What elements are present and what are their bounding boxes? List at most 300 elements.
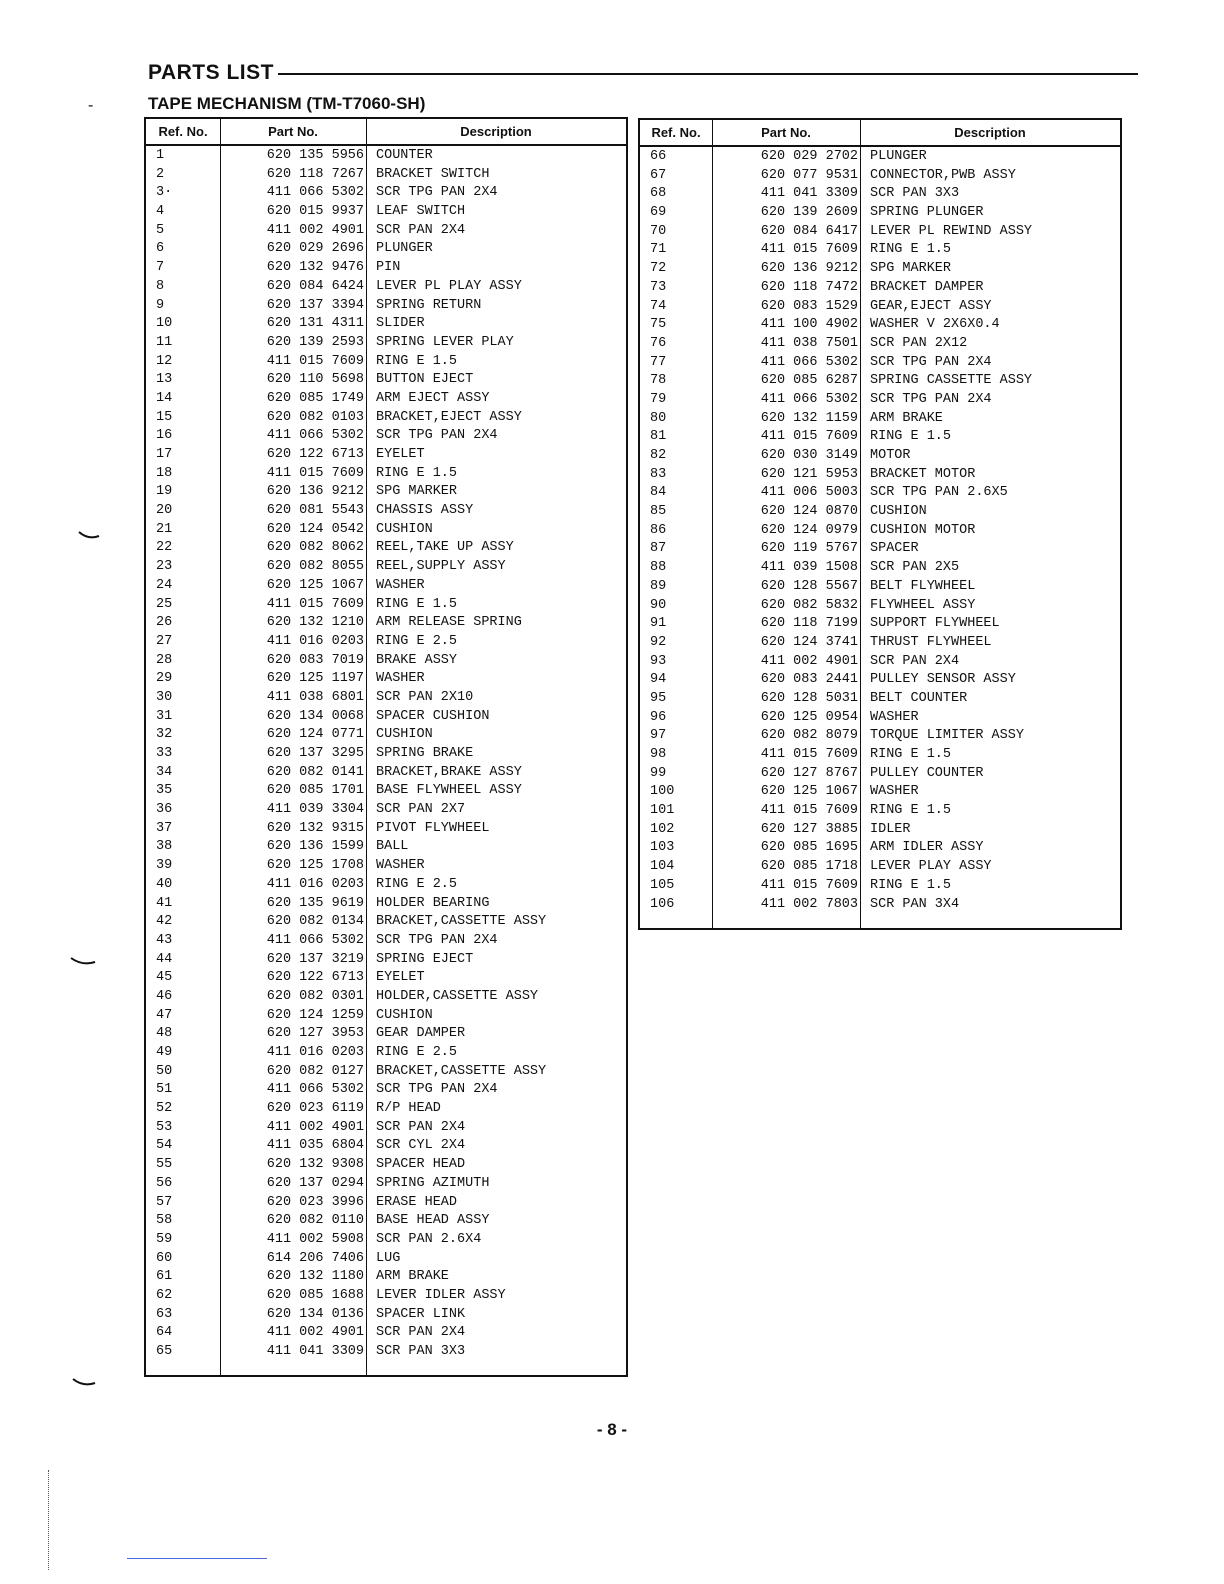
description-cell: GEAR DAMPER bbox=[376, 1026, 466, 1042]
ref-no-cell: 64 bbox=[156, 1325, 173, 1341]
ref-no-cell: 79 bbox=[650, 391, 667, 407]
description-cell: CHASSIS ASSY bbox=[376, 503, 474, 519]
description-cell: SPRING BRAKE bbox=[376, 746, 474, 761]
ref-no-cell: 87 bbox=[650, 541, 667, 557]
part-no-cell: 411 066 5302 bbox=[266, 1082, 364, 1098]
description-cell: BRACKET SWITCH bbox=[376, 166, 490, 182]
table-row bbox=[146, 1343, 626, 1362]
part-no-cell: 620 082 0127 bbox=[266, 1063, 364, 1079]
ref-no-cell: 106 bbox=[650, 896, 675, 912]
ref-no-cell: 44 bbox=[156, 951, 173, 967]
part-no-cell: 620 127 3953 bbox=[266, 1026, 364, 1042]
ref-no-cell: 30 bbox=[156, 689, 173, 705]
part-no-cell: 411 015 7609 bbox=[760, 747, 858, 762]
part-no-cell: 620 137 3219 bbox=[266, 951, 364, 967]
table-row bbox=[640, 839, 1120, 858]
ref-no-cell: 22 bbox=[156, 540, 173, 556]
description-cell: RING E 2.5 bbox=[376, 633, 458, 649]
description-cell: RING E 1.5 bbox=[870, 747, 952, 762]
part-no-cell: 411 041 3309 bbox=[266, 1344, 364, 1359]
description-cell: BASE FLYWHEEL ASSY bbox=[376, 783, 522, 799]
section-title: TAPE MECHANISM (TM-T7060-SH) bbox=[148, 94, 426, 113]
part-no-cell: 620 082 8079 bbox=[760, 728, 858, 744]
table-row bbox=[146, 614, 626, 633]
page-title: PARTS LIST bbox=[148, 61, 274, 84]
table-row bbox=[146, 390, 626, 409]
ref-no-cell: 84 bbox=[650, 485, 667, 501]
part-no-cell: 620 122 6713 bbox=[266, 447, 364, 462]
header-divider bbox=[146, 144, 626, 146]
ref-no-cell: 8 bbox=[156, 278, 165, 294]
ref-no-cell: 40 bbox=[156, 876, 173, 892]
table-row bbox=[640, 597, 1120, 616]
ref-no-cell: 102 bbox=[650, 821, 675, 837]
description-cell: RING E 2.5 bbox=[376, 876, 458, 892]
ref-no-cell: 85 bbox=[650, 504, 667, 520]
part-no-cell: 411 038 6801 bbox=[266, 689, 364, 705]
ref-no-cell: 13 bbox=[156, 372, 173, 388]
table-row bbox=[640, 858, 1120, 877]
description-cell: SCR PAN 3X3 bbox=[870, 186, 960, 202]
part-no-cell: 620 124 0870 bbox=[760, 504, 858, 520]
description-cell: BUTTON EJECT bbox=[376, 372, 474, 388]
part-no-cell: 620 135 9619 bbox=[266, 895, 364, 911]
table-row bbox=[640, 335, 1120, 354]
part-no-cell: 620 082 8055 bbox=[266, 559, 364, 575]
description-cell: BRACKET DAMPER bbox=[870, 279, 984, 295]
ref-no-cell: 57 bbox=[156, 1194, 173, 1210]
table-row bbox=[146, 820, 626, 839]
ref-no-cell: 43 bbox=[156, 932, 173, 948]
header-part-no: Part No. bbox=[268, 124, 318, 139]
part-no-cell: 620 084 6417 bbox=[760, 223, 858, 239]
part-no-cell: 620 125 1067 bbox=[760, 784, 858, 800]
part-no-cell: 620 136 9212 bbox=[266, 484, 364, 500]
ref-no-cell: 47 bbox=[156, 1007, 173, 1023]
ref-no-cell: 68 bbox=[650, 186, 667, 202]
table-row bbox=[146, 297, 626, 316]
ref-no-cell: 73 bbox=[650, 279, 667, 295]
table-row bbox=[640, 522, 1120, 541]
table-row bbox=[146, 988, 626, 1007]
description-cell: LEVER PLAY ASSY bbox=[870, 859, 992, 875]
description-cell: BRACKET MOTOR bbox=[870, 466, 976, 482]
table-row bbox=[146, 932, 626, 951]
description-cell: ARM BRAKE bbox=[376, 1269, 449, 1285]
ref-no-cell: 20 bbox=[156, 503, 173, 519]
description-cell: LEAF SWITCH bbox=[376, 204, 466, 220]
description-cell: ERASE HEAD bbox=[376, 1194, 458, 1210]
description-cell: SPACER LINK bbox=[376, 1306, 466, 1322]
description-cell: PULLEY COUNTER bbox=[870, 765, 984, 781]
part-no-cell: 620 023 6119 bbox=[266, 1101, 364, 1117]
description-cell: REEL,SUPPLY ASSY bbox=[376, 559, 506, 575]
description-cell: SPRING LEVER PLAY bbox=[376, 334, 514, 350]
part-no-cell: 620 137 3394 bbox=[266, 297, 364, 313]
description-cell: COUNTER bbox=[376, 148, 433, 163]
table-row bbox=[146, 670, 626, 689]
ref-no-cell: 10 bbox=[156, 316, 173, 332]
ref-no-cell: 91 bbox=[650, 616, 667, 632]
ref-no-cell: 96 bbox=[650, 709, 667, 725]
table-row bbox=[640, 279, 1120, 298]
description-cell: SPACER HEAD bbox=[376, 1157, 466, 1173]
table-row bbox=[146, 558, 626, 577]
description-cell: SCR PAN 2X7 bbox=[376, 802, 466, 818]
parts-table-right bbox=[638, 118, 1122, 930]
ref-no-cell: 21 bbox=[156, 521, 173, 537]
table-row bbox=[146, 708, 626, 727]
description-cell: SCR TPG PAN 2.6X5 bbox=[870, 485, 1008, 501]
part-no-cell: 614 206 7406 bbox=[266, 1250, 364, 1266]
part-no-cell: 620 119 5767 bbox=[760, 541, 858, 557]
ref-no-cell: 103 bbox=[650, 840, 675, 856]
part-no-cell: 620 029 2702 bbox=[760, 149, 858, 164]
ref-no-cell: 65 bbox=[156, 1344, 173, 1359]
part-no-cell: 620 125 0954 bbox=[760, 709, 858, 725]
part-no-cell: 620 128 5567 bbox=[760, 578, 858, 594]
description-cell: SCR TPG PAN 2X4 bbox=[376, 428, 498, 444]
table-row bbox=[640, 391, 1120, 410]
table-row bbox=[146, 539, 626, 558]
table-row bbox=[146, 1324, 626, 1343]
description-cell: HOLDER,CASSETTE ASSY bbox=[376, 988, 539, 1004]
part-no-cell: 620 085 1688 bbox=[266, 1287, 364, 1303]
header-divider bbox=[640, 145, 1120, 147]
part-no-cell: 411 016 0203 bbox=[266, 1045, 364, 1060]
part-no-cell: 620 082 5832 bbox=[760, 597, 858, 613]
table-row bbox=[146, 240, 626, 259]
part-no-cell: 620 132 9315 bbox=[266, 820, 364, 836]
table-row bbox=[640, 709, 1120, 728]
table-row bbox=[146, 1081, 626, 1100]
part-no-cell: 620 132 1180 bbox=[266, 1269, 364, 1285]
ref-no-cell: 63 bbox=[156, 1306, 173, 1322]
table-row bbox=[146, 1175, 626, 1194]
part-no-cell: 620 083 7019 bbox=[266, 652, 364, 668]
table-row bbox=[146, 596, 626, 615]
part-no-cell: 620 125 1197 bbox=[266, 671, 364, 687]
ref-no-cell: 70 bbox=[650, 223, 667, 239]
ref-no-cell: 104 bbox=[650, 859, 675, 875]
description-cell: RING E 1.5 bbox=[376, 353, 458, 369]
part-no-cell: 620 118 7267 bbox=[266, 166, 364, 182]
part-no-cell: 620 139 2593 bbox=[266, 334, 364, 350]
description-cell: SCR PAN 2X10 bbox=[376, 689, 474, 705]
table-row bbox=[640, 540, 1120, 559]
ref-no-cell: 34 bbox=[156, 764, 173, 780]
table-row bbox=[146, 1063, 626, 1082]
description-cell: CUSHION MOTOR bbox=[870, 522, 976, 538]
table-row bbox=[640, 241, 1120, 260]
ref-no-cell: 81 bbox=[650, 429, 667, 445]
ref-no-cell: 86 bbox=[650, 522, 667, 538]
description-cell: SPRING RETURN bbox=[376, 297, 482, 313]
table-row bbox=[146, 427, 626, 446]
ref-no-cell: 58 bbox=[156, 1213, 173, 1229]
ref-no-cell: 50 bbox=[156, 1063, 173, 1079]
description-cell: PLUNGER bbox=[376, 241, 433, 257]
table-row bbox=[146, 278, 626, 297]
ref-no-cell: 51 bbox=[156, 1082, 173, 1098]
ref-no-cell: 45 bbox=[156, 970, 173, 986]
table-row bbox=[640, 484, 1120, 503]
ref-no-cell: 74 bbox=[650, 298, 667, 314]
description-cell: MOTOR bbox=[870, 448, 911, 463]
page-number: - 8 - bbox=[596, 1420, 628, 1439]
table-row bbox=[146, 483, 626, 502]
part-no-cell: 620 082 0134 bbox=[266, 914, 364, 930]
table-row bbox=[640, 260, 1120, 279]
description-cell: SCR PAN 3X4 bbox=[870, 896, 960, 912]
description-cell: BELT COUNTER bbox=[870, 690, 968, 706]
description-cell: IDLER bbox=[870, 821, 911, 837]
description-cell: PIN bbox=[376, 260, 401, 276]
ref-no-cell: 55 bbox=[156, 1157, 173, 1173]
table-row bbox=[640, 653, 1120, 672]
part-no-cell: 620 124 0771 bbox=[266, 727, 364, 743]
part-no-cell: 411 041 3309 bbox=[760, 186, 858, 202]
ref-no-cell: 7 bbox=[156, 260, 165, 276]
part-no-cell: 411 015 7609 bbox=[760, 242, 858, 258]
part-no-cell: 620 082 0103 bbox=[266, 409, 364, 425]
table-row bbox=[640, 148, 1120, 167]
table-row bbox=[640, 223, 1120, 242]
part-no-cell: 411 002 5908 bbox=[266, 1231, 364, 1247]
ref-no-cell: 2 bbox=[156, 166, 165, 182]
part-no-cell: 620 029 2696 bbox=[266, 241, 364, 257]
description-cell: SPG MARKER bbox=[870, 261, 952, 277]
ref-no-cell: 19 bbox=[156, 484, 173, 500]
description-cell: BRAKE ASSY bbox=[376, 652, 458, 668]
description-cell: WASHER V 2X6X0.4 bbox=[870, 317, 1000, 333]
ref-no-cell: 101 bbox=[650, 803, 675, 819]
part-no-cell: 620 136 1599 bbox=[266, 839, 364, 855]
description-cell: BRACKET,BRAKE ASSY bbox=[376, 764, 522, 780]
description-cell: SCR TPG PAN 2X4 bbox=[376, 932, 498, 948]
ref-no-cell: 6 bbox=[156, 241, 165, 257]
table-row bbox=[146, 1212, 626, 1231]
description-cell: LUG bbox=[376, 1250, 401, 1266]
ref-no-cell: 35 bbox=[156, 783, 173, 799]
table-row bbox=[640, 447, 1120, 466]
header-part-no: Part No. bbox=[761, 125, 811, 140]
table-row bbox=[146, 764, 626, 783]
description-cell: BASE HEAD ASSY bbox=[376, 1213, 490, 1229]
description-cell: BELT FLYWHEEL bbox=[870, 578, 976, 594]
ref-no-cell: 3· bbox=[156, 185, 173, 201]
part-no-cell: 411 035 6804 bbox=[266, 1138, 364, 1154]
description-cell: GEAR,EJECT ASSY bbox=[870, 298, 992, 314]
ref-no-cell: 77 bbox=[650, 354, 667, 370]
part-no-cell: 620 110 5698 bbox=[266, 372, 364, 388]
ref-no-cell: 46 bbox=[156, 988, 173, 1004]
description-cell: WASHER bbox=[376, 858, 425, 874]
table-body bbox=[146, 147, 626, 1362]
ref-no-cell: 5 bbox=[156, 222, 165, 238]
ref-no-cell: 59 bbox=[156, 1231, 173, 1247]
table-row bbox=[146, 652, 626, 671]
part-no-cell: 620 134 0136 bbox=[266, 1306, 364, 1322]
table-row bbox=[146, 1025, 626, 1044]
ref-no-cell: 92 bbox=[650, 634, 667, 650]
description-cell: SCR PAN 2.6X4 bbox=[376, 1231, 482, 1247]
description-cell: EYELET bbox=[376, 447, 425, 462]
part-no-cell: 620 082 0141 bbox=[266, 764, 364, 780]
table-row bbox=[146, 1250, 626, 1269]
part-no-cell: 620 127 8767 bbox=[760, 765, 858, 781]
table-row bbox=[146, 745, 626, 764]
table-row bbox=[146, 521, 626, 540]
description-cell: SPG MARKER bbox=[376, 484, 458, 500]
ref-no-cell: 9 bbox=[156, 297, 165, 313]
description-cell: WASHER bbox=[376, 671, 425, 687]
part-no-cell: 411 015 7609 bbox=[760, 877, 858, 893]
ref-no-cell: 93 bbox=[650, 653, 667, 669]
description-cell: SCR PAN 2X4 bbox=[376, 1119, 466, 1135]
table-row bbox=[640, 503, 1120, 522]
ref-no-cell: 25 bbox=[156, 596, 173, 612]
ref-no-cell: 36 bbox=[156, 802, 173, 818]
ref-no-cell: 99 bbox=[650, 765, 667, 781]
table-row bbox=[640, 204, 1120, 223]
part-no-cell: 411 016 0203 bbox=[266, 876, 364, 892]
part-no-cell: 620 137 3295 bbox=[266, 746, 364, 761]
table-row bbox=[146, 1268, 626, 1287]
table-row bbox=[640, 896, 1120, 915]
part-no-cell: 620 134 0068 bbox=[266, 708, 364, 724]
ref-no-cell: 54 bbox=[156, 1138, 173, 1154]
part-no-cell: 620 127 3885 bbox=[760, 821, 858, 837]
table-row bbox=[146, 1137, 626, 1156]
part-no-cell: 620 085 1718 bbox=[760, 859, 858, 875]
part-no-cell: 411 002 4901 bbox=[266, 222, 364, 238]
ref-no-cell: 27 bbox=[156, 633, 173, 649]
part-no-cell: 411 066 5302 bbox=[266, 932, 364, 948]
description-cell: CUSHION bbox=[376, 521, 433, 537]
ref-no-cell: 97 bbox=[650, 728, 667, 744]
description-cell: SUPPORT FLYWHEEL bbox=[870, 616, 1000, 632]
scan-edge bbox=[48, 1470, 49, 1570]
part-no-cell: 620 083 1529 bbox=[760, 298, 858, 314]
description-cell: BRACKET,EJECT ASSY bbox=[376, 409, 522, 425]
table-row bbox=[146, 1306, 626, 1325]
part-no-cell: 411 066 5302 bbox=[266, 185, 364, 201]
header-ref-no: Ref. No. bbox=[651, 125, 701, 140]
description-cell: SCR TPG PAN 2X4 bbox=[376, 1082, 498, 1098]
table-row bbox=[146, 184, 626, 203]
description-cell: WASHER bbox=[870, 709, 919, 725]
table-row bbox=[146, 951, 626, 970]
table-row bbox=[640, 634, 1120, 653]
table-row bbox=[640, 410, 1120, 429]
part-no-cell: 620 132 1159 bbox=[760, 410, 858, 426]
ref-no-cell: 98 bbox=[650, 747, 667, 762]
part-no-cell: 620 083 2441 bbox=[760, 672, 858, 688]
ref-no-cell: 32 bbox=[156, 727, 173, 743]
ref-no-cell: 80 bbox=[650, 410, 667, 426]
ref-no-cell: 66 bbox=[650, 149, 667, 164]
ref-no-cell: 39 bbox=[156, 858, 173, 874]
part-no-cell: 620 125 1708 bbox=[266, 858, 364, 874]
part-no-cell: 620 085 1701 bbox=[266, 783, 364, 799]
description-cell: CUSHION bbox=[376, 727, 433, 743]
ref-no-cell: 78 bbox=[650, 373, 667, 389]
description-cell: ARM BRAKE bbox=[870, 410, 943, 426]
ref-no-cell: 94 bbox=[650, 672, 667, 688]
table-row bbox=[640, 185, 1120, 204]
description-cell: SCR PAN 2X4 bbox=[376, 222, 466, 238]
parts-table-left bbox=[144, 117, 628, 1377]
ref-no-cell: 52 bbox=[156, 1101, 173, 1117]
table-row bbox=[640, 783, 1120, 802]
scan-mark: ‐ bbox=[88, 97, 94, 114]
ref-no-cell: 42 bbox=[156, 914, 173, 930]
ref-no-cell: 88 bbox=[650, 560, 667, 576]
part-no-cell: 620 121 5953 bbox=[760, 466, 858, 482]
ref-no-cell: 14 bbox=[156, 390, 173, 406]
ref-no-cell: 31 bbox=[156, 708, 173, 724]
ref-no-cell: 48 bbox=[156, 1026, 173, 1042]
page-heading bbox=[148, 58, 1138, 88]
part-no-cell: 620 077 9531 bbox=[760, 167, 858, 183]
description-cell: RING E 2.5 bbox=[376, 1045, 458, 1060]
table-row bbox=[640, 354, 1120, 373]
description-cell: BALL bbox=[376, 839, 409, 855]
description-cell: RING E 1.5 bbox=[870, 242, 952, 258]
description-cell: SCR PAN 2X12 bbox=[870, 335, 968, 351]
table-body bbox=[640, 148, 1120, 914]
ref-no-cell: 37 bbox=[156, 820, 173, 836]
description-cell: REEL,TAKE UP ASSY bbox=[376, 540, 514, 556]
table-row bbox=[146, 222, 626, 241]
table-row bbox=[640, 765, 1120, 784]
ref-no-cell: 71 bbox=[650, 242, 667, 258]
part-no-cell: 620 132 9308 bbox=[266, 1157, 364, 1173]
description-cell: PIVOT FLYWHEEL bbox=[376, 820, 490, 836]
table-row bbox=[146, 838, 626, 857]
table-row bbox=[146, 1231, 626, 1250]
part-no-cell: 411 002 4901 bbox=[760, 653, 858, 669]
description-cell: RING E 1.5 bbox=[376, 465, 458, 481]
table-row bbox=[640, 578, 1120, 597]
table-row bbox=[146, 1194, 626, 1213]
part-no-cell: 411 002 7803 bbox=[760, 896, 858, 912]
table-row bbox=[146, 259, 626, 278]
part-no-cell: 620 122 6713 bbox=[266, 970, 364, 986]
description-cell: LEVER PL PLAY ASSY bbox=[376, 278, 522, 294]
ref-no-cell: 75 bbox=[650, 317, 667, 333]
part-no-cell: 620 139 2609 bbox=[760, 205, 858, 221]
ref-no-cell: 1 bbox=[156, 148, 165, 163]
description-cell: SCR PAN 2X5 bbox=[870, 560, 960, 576]
part-no-cell: 620 131 4311 bbox=[266, 316, 364, 332]
description-cell: SCR TPG PAN 2X4 bbox=[376, 185, 498, 201]
ref-no-cell: 69 bbox=[650, 205, 667, 221]
description-cell: TORQUE LIMITER ASSY bbox=[870, 728, 1024, 744]
ref-no-cell: 56 bbox=[156, 1175, 173, 1191]
part-no-cell: 620 084 6424 bbox=[266, 278, 364, 294]
description-cell: THRUST FLYWHEEL bbox=[870, 634, 992, 650]
description-cell: ARM IDLER ASSY bbox=[870, 840, 984, 856]
part-no-cell: 620 118 7199 bbox=[760, 616, 858, 632]
table-row bbox=[640, 727, 1120, 746]
part-no-cell: 620 135 5956 bbox=[266, 148, 364, 163]
table-row bbox=[146, 1156, 626, 1175]
description-cell: PULLEY SENSOR ASSY bbox=[870, 672, 1016, 688]
part-no-cell: 620 023 3996 bbox=[266, 1194, 364, 1210]
ref-no-cell: 33 bbox=[156, 746, 173, 761]
